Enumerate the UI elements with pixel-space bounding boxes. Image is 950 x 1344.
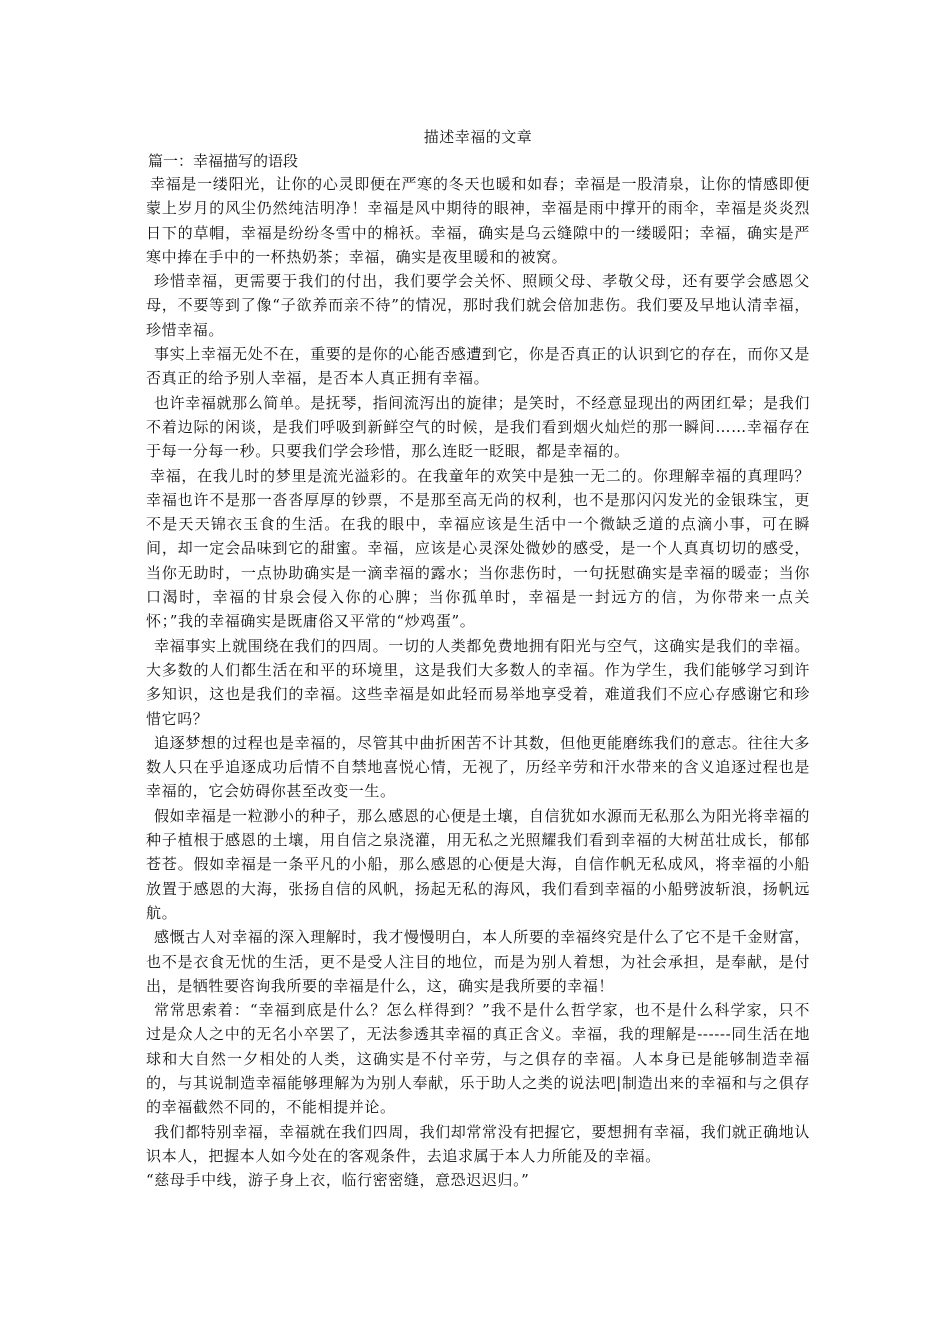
closing-quote: “慈母手中线，游子身上衣，临行密密缝，意恐迟迟归。” [146,1171,530,1190]
paragraph: 假如幸福是一粒渺小的种子，那么感恩的心便是土壤，自信犹如水源而无私那么为阳光将幸福的种子植根于感恩的土壤，用自信之泉浇灌，用无私之光照耀我们看到幸福的大树茁壮成长，郁郁苍苍。假如幸福是一条平凡的小船，那么感恩的心便是大海，自信作帆无私成风，将幸福的小船放置于感恩的大海，张扬自信的风帆，扬起无私的海风，我们看到幸福的小船劈波斩浪，扬帆远航。 [146,806,810,922]
paragraph: 我们都特别幸福，幸福就在我们四周，我们却常常没有把握它，要想拥有幸福，我们就正确地认识本人，把握本人如今处在的客观条件，去追求属于本人力所能及的幸福。 [146,1122,810,1165]
paragraph: 幸福事实上就围绕在我们的四周。一切的人类都免费地拥有阳光与空气，这确实是我们的幸福。大多数的人们都生活在和平的环境里，这是我们大多数人的幸福。作为学生，我们能够学习到许多知识，这也是我们的幸福。这些幸福是如此轻而易举地享受着，难道我们不应心存感谢它和珍惜它吗？ [146,636,810,728]
paragraph: 感慨古人对幸福的深入理解时，我才慢慢明白，本人所要的幸福终究是什么了它不是千金财富，也不是衣食无忧的生活，更不是受人注目的地位，而是为别人着想，为社会承担，是奉献，是付出，是牺牲要咨询我所要的幸福是什么，这，确实是我所要的幸福！ [146,928,810,995]
paragraph: 追逐梦想的过程也是幸福的，尽管其中曲折困苦不计其数，但他更能磨练我们的意志。往往大多数人只在乎追逐成功后情不自禁地喜悦心情，无视了，历经辛劳和汗水带来的含义追逐过程也是幸福的，它会妨碍你甚至改变一生。 [146,733,810,801]
document-title: 描述幸福的文章 [423,128,533,146]
paragraph: 事实上幸福无处不在，重要的是你的心能否感遭到它，你是否真正的认识到它的存在，而你又是否真正的给予别人幸福，是否本人真正拥有幸福。 [146,345,810,388]
section-heading: 篇一：幸福描写的语段 [148,152,299,170]
paragraph: 幸福，在我儿时的梦里是流光溢彩的。在我童年的欢笑中是独一无二的。你理解幸福的真理吗？幸福也许不是那一沓沓厚厚的钞票，不是那至高无尚的权利，也不是那闪闪发光的金银珠宝，更不是天天锦衣玉食的生活。在我的眼中，幸福应该是生活中一个微缺乏道的点滴小事，可在瞬间，却一定会品味到它的甜蜜。幸福，应该是心灵深处微妙的感受，是一个人真真切切的感受，当你无助时，一点协助确实是一滴幸福的露水；当你悲伤时，一句抚慰确实是幸福的暖壶；当你口渴时，幸福的甘泉会侵入你的心脾；当你孤单时，幸福是一封远方的信，为你带来一点关怀；”我的幸福确实是既庸俗又平常的“炒鸡蛋”。 [146,466,810,631]
document-page [146,126,810,1192]
paragraph: 珍惜幸福，更需要于我们的付出，我们要学会关怀、照顾父母、孝敬父母，还有要学会感恩父母，不要等到了像“子欲养而亲不待”的情况，那时我们就会倍加悲伤。我们要及早地认清幸福，珍惜幸福。 [146,272,810,339]
paragraph: 也许幸福就那么简单。是抚琴，指间流泻出的旋律；是笑时，不经意显现出的两团红晕；是我们不着边际的闲谈，是我们呼吸到新鲜空气的时候，是我们看到烟火灿烂的那一瞬间……幸福存在于每一分每一秒。只要我们学会珍惜，那么连眨一眨眼，都是幸福的。 [146,393,810,461]
paragraph: 常常思索着：“幸福到底是什么？怎么样得到？”我不是什么哲学家，也不是什么科学家，只不过是众人之中的无名小卒罢了，无法参透其幸福的真正含义。幸福，我的理解是------同生活在地球和大自然一夕相处的人类，这确实是不付辛劳，与之俱存的幸福。人本身已是能够制造幸福的，与其说制造幸福能够理解为为别人奉献，乐于助人之类的说法吧|制造出来的幸福和与之俱存的幸福截然不同的，不能相提并论。 [146,1001,810,1117]
paragraph: 幸福是一缕阳光，让你的心灵即便在严寒的冬天也暖和如春；幸福是一股清泉，让你的情感即便蒙上岁月的风尘仍然纯洁明净！幸福是风中期待的眼神，幸福是雨中撑开的雨伞，幸福是炎炎烈日下的草帽，幸福是纷纷冬雪中的棉袄。幸福，确实是乌云缝隙中的一缕暖阳；幸福，确实是严寒中捧在手中的一杯热奶茶；幸福，确实是夜里暖和的被窝。 [146,175,810,266]
